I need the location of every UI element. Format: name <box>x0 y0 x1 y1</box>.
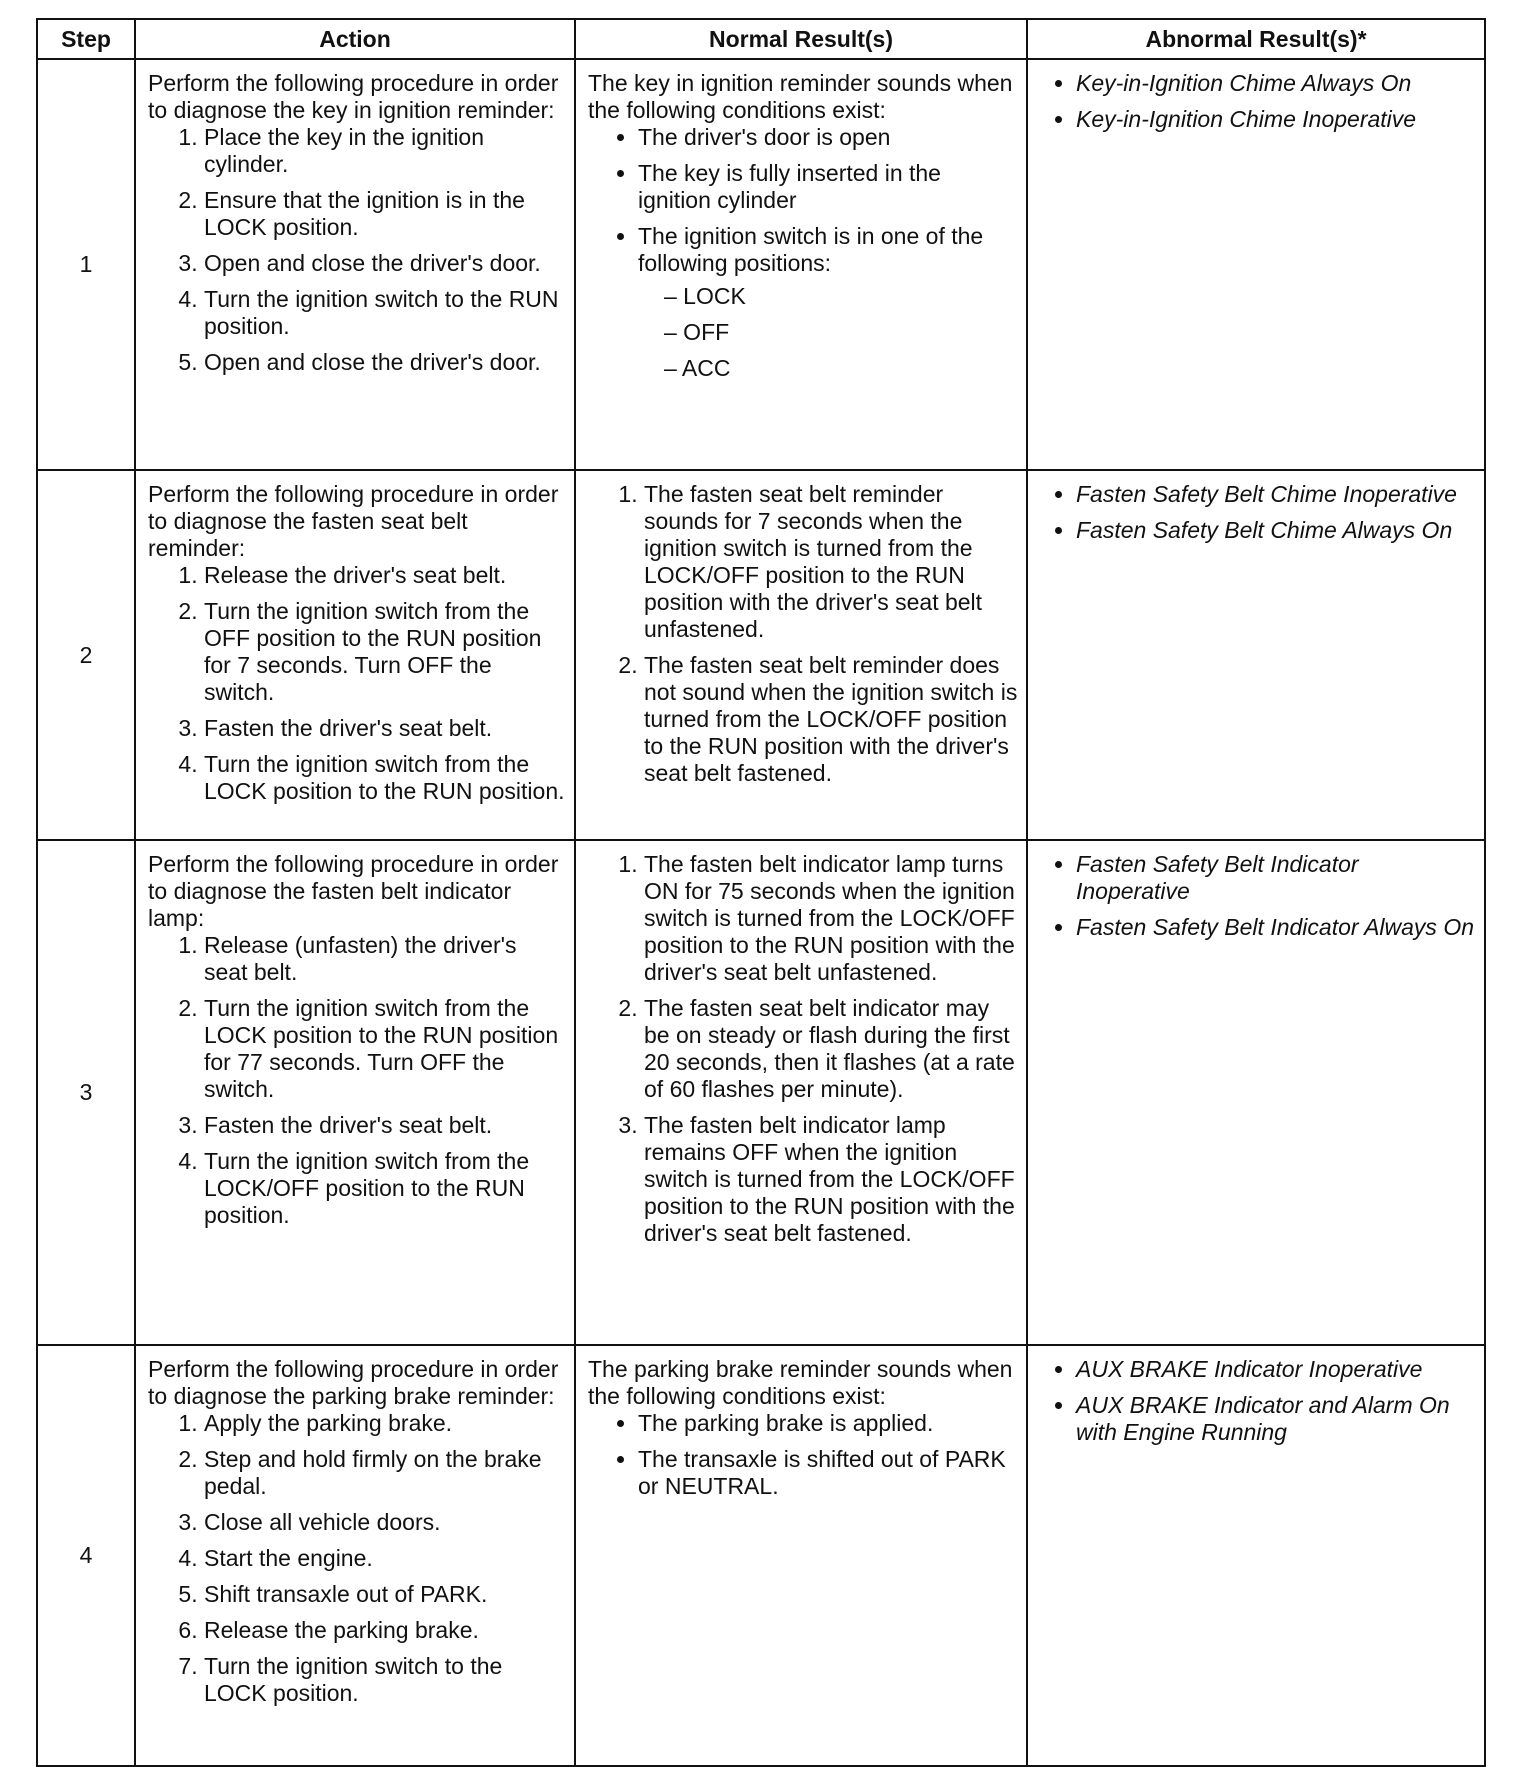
table-row <box>37 1345 1485 1766</box>
action-step: 2. Ensure that the ignition is in the LOCK position. <box>204 187 566 241</box>
action-steps <box>148 932 566 1229</box>
action-intro: Perform the following procedure in order to diagnose the fasten seat belt reminder: <box>148 481 559 561</box>
header-step: Step <box>37 19 135 59</box>
action-step: 5. Open and close the driver's door. <box>204 349 566 376</box>
action-steps <box>148 1410 566 1707</box>
action-step: 3. Close all vehicle doors. <box>204 1509 566 1536</box>
action-intro: Perform the following procedure in order to diagnose the fasten belt indicator lamp: <box>148 851 559 931</box>
action-step: 3. Fasten the driver's seat belt. <box>204 715 566 742</box>
step-number: 4 <box>37 1345 135 1766</box>
abnormal-result-cell <box>1027 1345 1485 1766</box>
abnormal-links <box>1040 70 1476 133</box>
action-cell <box>135 59 575 470</box>
normal-result-item: 1. The fasten seat belt reminder sounds for 7 seconds when the ignition switch is turned from the LOCK/OFF position to the RUN position with the driver's seat belt unfastened. <box>644 481 1018 643</box>
normal-result-item: 2. The fasten seat belt reminder does not sound when the ignition switch is turned from the LOCK/OFF position to the RUN position with the driver's seat belt fastened. <box>644 652 1018 787</box>
action-step: 3. Open and close the driver's door. <box>204 250 566 277</box>
normal-condition-text: The ignition switch is in one of the following positions: <box>638 223 984 276</box>
action-step: 1. Place the key in the ignition cylinder. <box>204 124 566 178</box>
action-step: 1. Release (unfasten) the driver's seat belt. <box>204 932 566 986</box>
normal-condition: • The parking brake is applied. <box>638 1410 1018 1437</box>
abnormal-links <box>1040 481 1476 544</box>
action-step: 2. Turn the ignition switch from the LOCK position to the RUN position for 77 seconds. Turn OFF the switch. <box>204 995 566 1103</box>
action-cell <box>135 840 575 1345</box>
normal-results-list <box>588 481 1018 787</box>
normal-conditions <box>588 124 1018 382</box>
normal-results-list <box>588 851 1018 1247</box>
position-item: – ACC <box>664 355 731 381</box>
action-intro: Perform the following procedure in order to diagnose the parking brake reminder: <box>148 1356 559 1409</box>
action-steps <box>148 562 566 805</box>
normal-result-item: 1. The fasten belt indicator lamp turns ON for 75 seconds when the ignition switch is turned from the LOCK/OFF position to the RUN position with the driver's seat belt unfastened. <box>644 851 1018 986</box>
normal-condition: • The driver's door is open <box>638 124 1018 151</box>
abnormal-link[interactable]: • AUX BRAKE Indicator and Alarm On with Engine Running <box>1076 1392 1476 1446</box>
action-cell <box>135 1345 575 1766</box>
action-step: 3. Fasten the driver's seat belt. <box>204 1112 566 1139</box>
step-number: 3 <box>37 840 135 1345</box>
header-abnormal-results: Abnormal Result(s)* <box>1027 19 1485 59</box>
normal-intro: The parking brake reminder sounds when the following conditions exist: <box>588 1356 1013 1409</box>
action-intro: Perform the following procedure in order to diagnose the key in ignition reminder: <box>148 70 559 123</box>
header-action: Action <box>135 19 575 59</box>
table-row <box>37 470 1485 840</box>
table-row <box>37 59 1485 470</box>
normal-intro: The key in ignition reminder sounds when the following conditions exist: <box>588 70 1013 123</box>
action-step: 7. Turn the ignition switch to the LOCK position. <box>204 1653 566 1707</box>
abnormal-result-cell <box>1027 840 1485 1345</box>
action-step: 5. Shift transaxle out of PARK. <box>204 1581 566 1608</box>
action-step: 4. Start the engine. <box>204 1545 566 1572</box>
position-item: – LOCK <box>664 283 746 309</box>
diagnostic-table <box>36 18 1486 1767</box>
step-number: 1 <box>37 59 135 470</box>
abnormal-link[interactable]: • Key-in-Ignition Chime Always On <box>1076 70 1476 97</box>
action-step: 6. Release the parking brake. <box>204 1617 566 1644</box>
abnormal-link[interactable]: • Fasten Safety Belt Indicator Inoperative <box>1076 851 1476 905</box>
action-cell <box>135 470 575 840</box>
step-number: 2 <box>37 470 135 840</box>
abnormal-link[interactable]: • Key-in-Ignition Chime Inoperative <box>1076 106 1476 133</box>
abnormal-links <box>1040 851 1476 941</box>
normal-condition: • The transaxle is shifted out of PARK or NEUTRAL. <box>638 1446 1018 1500</box>
action-step: 4. Turn the ignition switch from the LOCK position to the RUN position. <box>204 751 566 805</box>
abnormal-result-cell <box>1027 59 1485 470</box>
action-step: 2. Turn the ignition switch from the OFF position to the RUN position for 7 seconds. Turn OFF the switch. <box>204 598 566 706</box>
abnormal-link[interactable]: • AUX BRAKE Indicator Inoperative <box>1076 1356 1476 1383</box>
table-row <box>37 840 1485 1345</box>
normal-result-item: 3. The fasten belt indicator lamp remains OFF when the ignition switch is turned from the LOCK/OFF position to the RUN position with the driver's seat belt fastened. <box>644 1112 1018 1247</box>
abnormal-links <box>1040 1356 1476 1446</box>
normal-condition: • The key is fully inserted in the ignition cylinder <box>638 160 1018 214</box>
action-steps <box>148 124 566 376</box>
abnormal-link[interactable]: • Fasten Safety Belt Indicator Always On <box>1076 914 1476 941</box>
normal-result-cell <box>575 840 1027 1345</box>
action-step: 1. Apply the parking brake. <box>204 1410 566 1437</box>
normal-result-cell <box>575 1345 1027 1766</box>
abnormal-result-cell <box>1027 470 1485 840</box>
action-step: 4. Turn the ignition switch to the RUN position. <box>204 286 566 340</box>
action-step: 2. Step and hold firmly on the brake pedal. <box>204 1446 566 1500</box>
action-step: 1. Release the driver's seat belt. <box>204 562 566 589</box>
normal-result-item: 2. The fasten seat belt indicator may be on steady or flash during the first 20 seconds, then it flashes (at a rate of 60 flashes per minute). <box>644 995 1018 1103</box>
normal-result-cell <box>575 59 1027 470</box>
action-step: 4. Turn the ignition switch from the LOCK/OFF position to the RUN position. <box>204 1148 566 1229</box>
abnormal-link[interactable]: • Fasten Safety Belt Chime Inoperative <box>1076 481 1476 508</box>
normal-result-cell <box>575 470 1027 840</box>
normal-condition <box>638 223 1018 382</box>
abnormal-link[interactable]: • Fasten Safety Belt Chime Always On <box>1076 517 1476 544</box>
header-normal-results: Normal Result(s) <box>575 19 1027 59</box>
position-item: – OFF <box>664 319 730 345</box>
position-list <box>638 283 1018 382</box>
header-row <box>37 19 1485 59</box>
normal-conditions <box>588 1410 1018 1500</box>
